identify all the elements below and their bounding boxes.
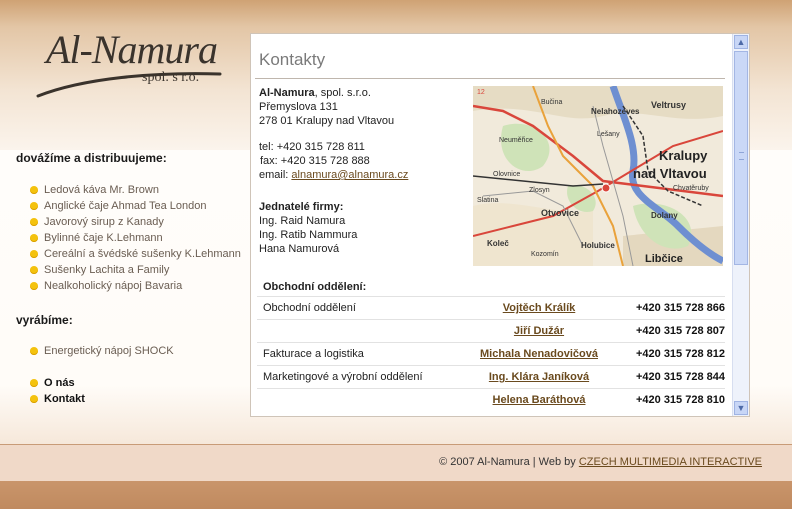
map-label-nad-vltavou: nad Vltavou	[633, 166, 707, 181]
dept-table	[257, 296, 725, 411]
dept-phone: +420 315 728 844	[619, 366, 725, 389]
nav-about[interactable]: O nás	[30, 375, 85, 391]
email-link[interactable]: alnamura@alnamura.cz	[291, 169, 409, 181]
table-row	[257, 320, 725, 343]
menu-item-lachita[interactable]: Sušenky Lachita a Family	[30, 262, 241, 278]
footer	[439, 456, 762, 468]
directors-block	[259, 200, 357, 256]
menu-item-cereal-biscuits[interactable]: Cereální a švédské sušenky K.Lehmann	[30, 246, 241, 262]
logo-name: Al-Namura	[46, 27, 217, 72]
company-suffix: , spol. s.r.o.	[314, 87, 371, 99]
map-label-veltrusy: Veltrusy	[651, 100, 687, 110]
menu-item-bavaria[interactable]: Nealkoholický nápoj Bavaria	[30, 278, 241, 294]
dept-phone: +420 315 728 810	[619, 389, 725, 412]
bullet-icon	[30, 379, 38, 387]
map-label-slatina: Slatina	[477, 197, 499, 204]
map-label-chvaterby: Chvatěruby	[673, 185, 709, 192]
location-map[interactable]	[473, 86, 723, 266]
map-label-kralupy: Kralupy	[659, 148, 708, 163]
menu-item-ahmad-tea[interactable]: Anglické čaje Ahmad Tea London	[30, 198, 241, 214]
director-name: Ing. Ratib Nammura	[259, 229, 358, 241]
table-row	[257, 343, 725, 366]
map-label-kolec: Koleč	[487, 239, 509, 248]
table-row	[257, 297, 725, 320]
produce-heading: vyrábíme:	[16, 313, 73, 327]
map-label-dolany: Dolany	[651, 211, 678, 220]
scroll-thumb[interactable]	[734, 51, 748, 265]
main-links	[30, 375, 85, 407]
import-menu	[30, 182, 241, 294]
map-label-otvovice: Otvovice	[541, 208, 580, 218]
street: Přemyslova 131	[259, 101, 338, 113]
dept-name: Fakturace a logistika	[257, 343, 453, 366]
logo[interactable]	[30, 24, 230, 108]
person-link[interactable]: Michala Nenadovičová	[480, 348, 598, 360]
table-row	[257, 366, 725, 389]
dept-phone: +420 315 728 807	[619, 320, 725, 343]
bullet-icon	[30, 202, 38, 210]
address-block	[259, 86, 394, 128]
map-label-olovnice: Olovnice	[493, 171, 521, 178]
director-name: Hana Namurová	[259, 243, 340, 255]
grip-icon	[739, 152, 744, 160]
dept-name	[257, 320, 453, 343]
map-label-nelahozeves: Nelahozeves	[591, 107, 640, 116]
title-divider	[255, 78, 725, 79]
dept-name	[257, 389, 453, 412]
logo-swash-icon	[34, 68, 224, 100]
logo-subtitle: spol. s r.o.	[142, 70, 200, 85]
bullet-icon	[30, 234, 38, 242]
menu-item-shock[interactable]: Energetický nápoj SHOCK	[30, 343, 174, 359]
dept-name: Marketingové a výrobní oddělení	[257, 366, 453, 389]
map-road-label: 12	[477, 89, 485, 96]
email-label: email:	[259, 169, 292, 181]
phone: tel: +420 315 728 811	[259, 141, 365, 153]
bullet-icon	[30, 250, 38, 258]
page-title: Kontakty	[259, 50, 326, 69]
bullet-icon	[30, 282, 38, 290]
person-link[interactable]: Ing. Klára Janíková	[488, 371, 590, 383]
dept-phone: +420 315 728 866	[619, 297, 725, 320]
dept-phone: +420 315 728 812	[619, 343, 725, 366]
director-name: Ing. Raid Namura	[259, 215, 346, 227]
map-label-libcice: Libčice	[645, 253, 683, 265]
menu-item-maple-syrup[interactable]: Javorový sirup z Kanady	[30, 214, 241, 230]
person-link[interactable]: Jiří Dužár	[513, 325, 565, 337]
menu-item-mr-brown[interactable]: Ledová káva Mr. Brown	[30, 182, 241, 198]
scroll-up-icon[interactable]: ▲	[734, 35, 748, 49]
map-label-bucina: Bučina	[541, 99, 563, 106]
city: 278 01 Kralupy nad Vltavou	[259, 115, 395, 127]
map-label-kozomin: Kozomín	[531, 251, 559, 258]
bullet-icon	[30, 186, 38, 194]
table-row	[257, 389, 725, 412]
copyright: © 2007 Al-Namura | Web by	[439, 456, 579, 468]
bottom-background	[0, 481, 792, 509]
fax: fax: +420 315 728 888	[260, 155, 370, 167]
contact-block	[259, 140, 408, 182]
directors-heading: Jednatelé firmy:	[259, 201, 344, 213]
bullet-icon	[30, 395, 38, 403]
scroll-down-icon[interactable]: ▼	[734, 401, 748, 415]
bullet-icon	[30, 218, 38, 226]
bullet-icon	[30, 347, 38, 355]
map-label-zlosyn: Zlosyn	[529, 187, 550, 194]
location-marker-icon	[602, 184, 610, 192]
credit-link[interactable]: CZECH MULTIMEDIA INTERACTIVE	[578, 456, 762, 468]
produce-menu	[30, 343, 174, 359]
company-name: Al-Namura	[259, 87, 315, 99]
dept-name: Obchodní oddělení	[257, 297, 453, 320]
menu-item-herbal-tea[interactable]: Bylinné čaje K.Lehmann	[30, 230, 241, 246]
scrollbar[interactable]	[732, 34, 749, 416]
map-label-lesany: Lešany	[597, 131, 620, 138]
content-panel	[250, 33, 750, 417]
dept-heading: Obchodní oddělení:	[263, 281, 367, 293]
map-label-neumetice: Neuměřice	[499, 137, 533, 144]
nav-contact[interactable]: Kontakt	[30, 391, 85, 407]
person-link[interactable]: Vojtěch Králík	[502, 302, 576, 314]
bullet-icon	[30, 266, 38, 274]
map-label-holubice: Holubice	[581, 241, 615, 250]
import-heading: dovážíme a distribuujeme:	[16, 151, 167, 165]
person-link[interactable]: Helena Baráthová	[492, 394, 586, 406]
